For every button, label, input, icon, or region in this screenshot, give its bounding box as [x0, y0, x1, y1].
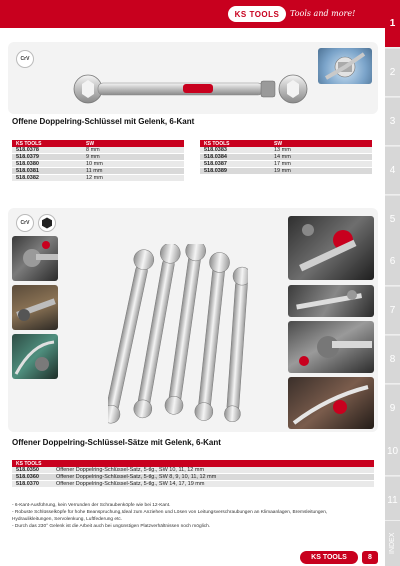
tab-5[interactable]: 5: [385, 196, 400, 244]
tab-10[interactable]: 10: [385, 428, 400, 476]
table-row: [200, 154, 372, 161]
product-panel-single: [8, 42, 378, 114]
footer-logo: KS TOOLS: [300, 551, 358, 564]
table-row: [12, 175, 184, 182]
size-value: 19 mm: [270, 168, 372, 175]
size-value: 8 mm: [82, 147, 184, 154]
table-row: [200, 161, 372, 168]
feature-bullet: - Robuste Schlüsselköpfe für hohe Beanspruchung,Ideal zum Anziehen und Lösen von Leitungsverschraubungen an Klimaanlagen, Bremsleitungen,: [12, 510, 328, 515]
feature-bullet: - 6-Kant-Ausführung, kein Verrunden der Schraubenköpfe wie bei 12-Kant.: [12, 503, 171, 508]
table-header-size: SW: [270, 140, 372, 147]
tab-2[interactable]: 2: [385, 49, 400, 97]
feature-bullet: Hydraulikleitungen, Servolenkung, Luftfederung etc.: [12, 517, 123, 522]
table-row: [12, 481, 374, 488]
size-value: 13 mm: [270, 147, 372, 154]
article-number: 518.0389: [200, 168, 270, 175]
product-panel-sets: [8, 208, 378, 432]
wrench-set-image: [108, 244, 248, 424]
table-row: [12, 154, 184, 161]
header-bar: [0, 0, 385, 28]
set-description: Offener Doppelring-Schlüssel-Satz, 5-tlg., SW 14, 17, 19 mm: [52, 481, 374, 488]
tab-6[interactable]: 6: [385, 238, 400, 286]
article-number: 518.0384: [200, 154, 270, 161]
table-row: [12, 161, 184, 168]
feature-bullet: - Durch das 230° Gelenk ist die Arbeit auch bei ungünstigen Platzverhältnissen noch möglich.: [12, 524, 211, 529]
flare-wrench-image: [68, 72, 318, 108]
chapter-tabs: [385, 0, 400, 566]
hex-profile-icon: [38, 214, 56, 232]
crv-badge: CrV: [16, 214, 34, 232]
size-table-right: [200, 140, 372, 175]
page-number: 8: [362, 551, 378, 564]
tab-4[interactable]: 4: [385, 147, 400, 195]
article-number: 518.0378: [12, 147, 82, 154]
table-header-logo: KS TOOLS: [200, 140, 270, 147]
table-row: [12, 474, 374, 481]
brand-logo: KS TOOLS: [228, 6, 286, 22]
article-number: 518.0381: [12, 168, 82, 175]
usage-photo: [288, 377, 374, 429]
tab-1[interactable]: 1: [385, 0, 400, 48]
table-header-logo: KS TOOLS: [12, 460, 374, 467]
brand: [228, 6, 378, 24]
size-value: 14 mm: [270, 154, 372, 161]
usage-photo: [288, 216, 374, 280]
size-value: 10 mm: [82, 161, 184, 168]
tab-index[interactable]: INDEX: [385, 520, 400, 566]
tab-3[interactable]: 3: [385, 98, 400, 146]
size-value: 12 mm: [82, 175, 184, 182]
article-number: 518.0379: [12, 154, 82, 161]
size-value: 11 mm: [82, 168, 184, 175]
size-table-left: [12, 140, 184, 182]
article-number: 518.0382: [12, 175, 82, 182]
table-row: [200, 168, 372, 175]
table-row: [12, 168, 184, 175]
usage-photo: [288, 285, 374, 317]
brand-slogan: Tools and more!: [290, 9, 356, 18]
size-value: 17 mm: [270, 161, 372, 168]
usage-photo: [288, 321, 374, 373]
set-description: Offener Doppelring-Schlüssel-Satz, 5-tlg., SW 10, 11, 12 mm: [52, 467, 374, 474]
tab-11[interactable]: 11: [385, 477, 400, 525]
usage-photo: [12, 236, 58, 281]
table-header-logo: KS TOOLS: [12, 140, 82, 147]
usage-photo: [12, 285, 58, 330]
article-number: 518.0383: [200, 147, 270, 154]
article-number: 518.0387: [200, 161, 270, 168]
detail-joint-photo: [318, 48, 372, 84]
article-number: 518.0360: [12, 474, 52, 481]
table-header-size: SW: [82, 140, 184, 147]
section1-title: Offene Doppelring-Schlüssel mit Gelenk, 6-Kant: [12, 117, 195, 126]
usage-photo: [12, 334, 58, 379]
set-description: Offener Doppelring-Schlüssel-Satz, 5-tlg., SW 8, 9, 10, 11, 12 mm: [52, 474, 374, 481]
tab-8[interactable]: 8: [385, 336, 400, 384]
section2-title: Offener Doppelring-Schlüssel-Sätze mit Gelenk, 6-Kant: [12, 438, 221, 447]
crv-badge: CrV: [16, 50, 34, 68]
tab-7[interactable]: 7: [385, 287, 400, 335]
article-number: 518.0370: [12, 481, 52, 488]
tab-9[interactable]: 9: [385, 385, 400, 433]
article-number: 518.0380: [12, 161, 82, 168]
size-value: 9 mm: [82, 154, 184, 161]
set-table: [12, 460, 374, 488]
footer: [0, 546, 385, 566]
article-number: 518.0350: [12, 467, 52, 474]
